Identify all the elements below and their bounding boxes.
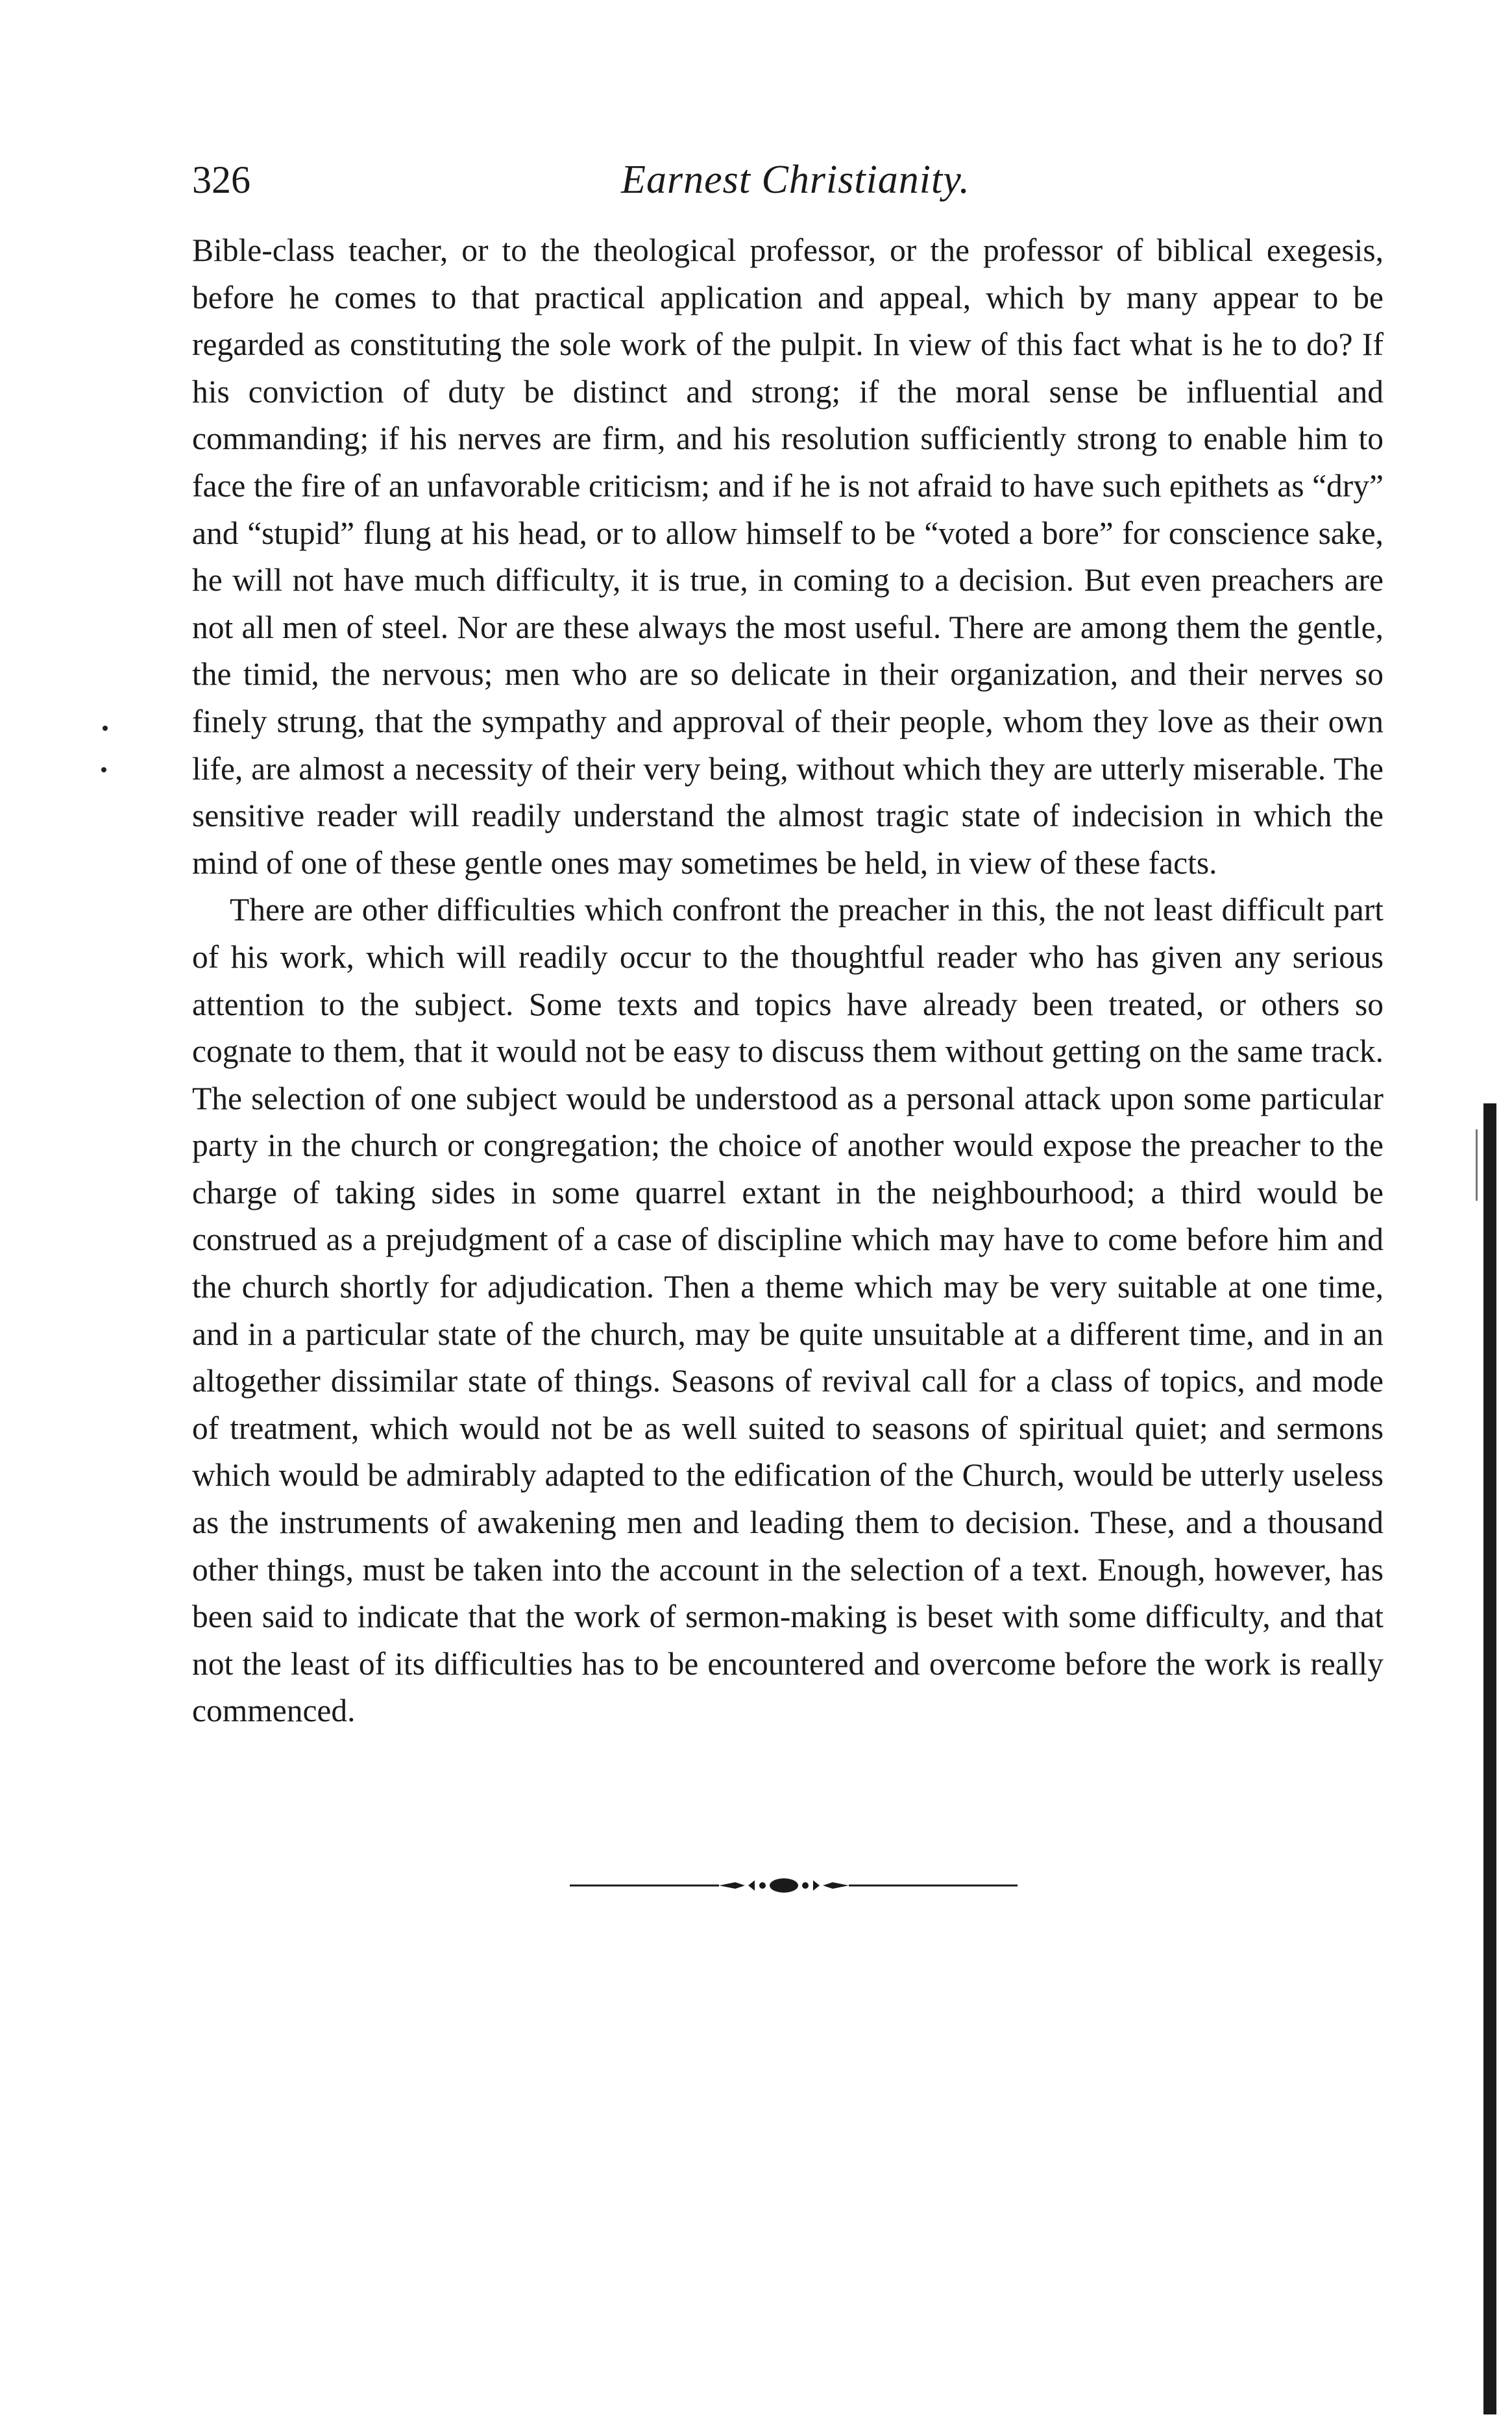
paragraph-continued: Bible-class teacher, or to the theological professor, or the professor of biblical exegesis, before he comes to that practical application and appeal, which by many appear to be regarded as constituting the sole work of the pulpit. In view of this fact what is he to do? If his conviction of duty be distinct and strong; if the moral sense be influential and commanding; if his nerves are firm, and his resolution sufficiently strong to enable him to face the fire of an unfavorable criticism; and if he is not afraid to have such epithets as “dry” and “stupid” flung at his head, or to allow himself to be “voted a bore” for conscience sake, he will not have much difficulty, it is true, in coming to a decision. But even preachers are not all men of steel. Nor are these always the most useful. There are among them the gentle, the timid, the nervous; men who are so delicate in their organization, and their nerves so finely strung, that the sympathy and approval of their people, whom they love as their own life, are almost a necessity of their very being, without which they are utterly miserable. The sensitive reader will readily understand the almost tragic state of indecision in which the mind of one of these gentle ones may sometimes be held, in view of these facts. xyxy=(192,232,1384,881)
running-header xyxy=(192,151,1399,209)
scan-edge-bar xyxy=(1483,1103,1496,2414)
paragraph-difficulties: There are other difficulties which confront the preacher in this, the not least difficult part of his work, which will readily occur to the thoughtful reader who has given any serious attention to the subject. Some texts and topics have already been treated, or others so cognate to them, that it would not be easy to discuss them without getting on the same track. The selection of one subject would be understood as a personal attack upon some particular party in the church or congregation; the choice of another would expose the preacher to the charge of taking sides in some quarrel extant in the neighbourhood; a third would be construed as a prejudgment of a case of discipline which may have to come before him and the church shortly for adjudication. Then a theme which may be very suitable at one time, and in a particular state of the church, may be quite unsuitable at a different time, and in an altogether dissimilar state of things. Seasons of revival call for a class of topics, and mode of treatment, which would not be as well suited to seasons of spiritual quiet; and sermons which would be admirably adapted to the edification of the Church, would be utterly useless as the instruments of awakening men and leading them to decision. These, and a thousand other things, must be taken into the account in the selection of a text. Enough, however, has been said to indicate that the work of sermon-making is beset with some difficulty, and that not the least of its difficulties has to be encountered and overcome before the work is really commenced. xyxy=(192,892,1384,1729)
section-end-ornament-icon xyxy=(570,1869,1018,1902)
running-title: Earnest Christianity. xyxy=(621,158,970,202)
margin-speck xyxy=(101,767,106,772)
scan-edge-line xyxy=(1476,1129,1478,1201)
margin-speck xyxy=(103,726,108,731)
body-text xyxy=(192,227,1384,1735)
page-number: 326 xyxy=(192,158,250,201)
